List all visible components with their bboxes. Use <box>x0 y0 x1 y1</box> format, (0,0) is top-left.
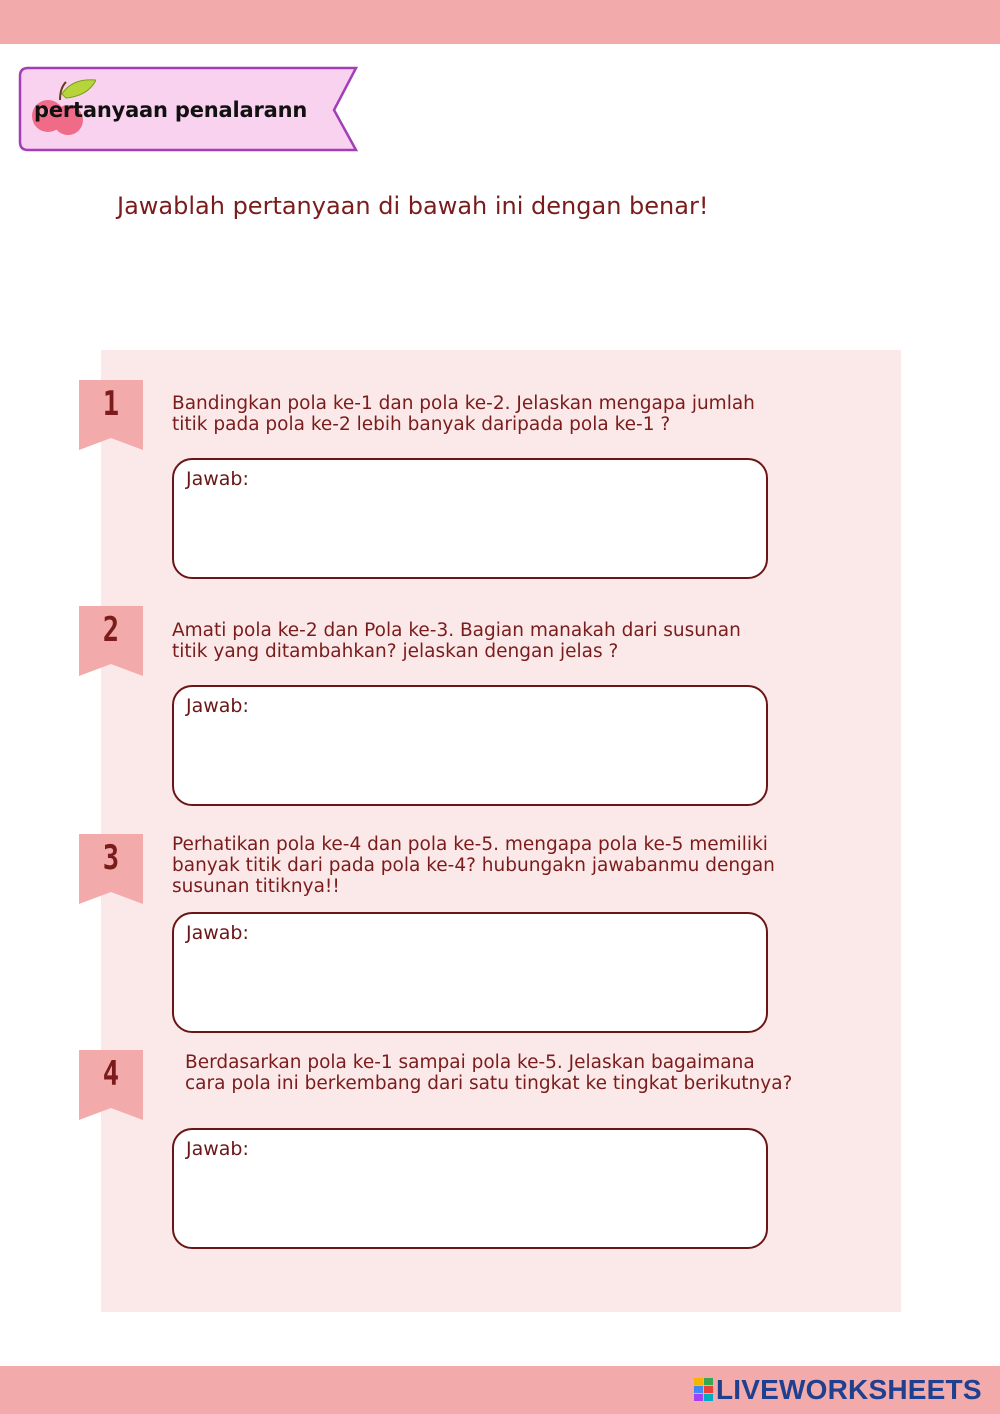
question-number-flag <box>79 606 143 676</box>
answer-input[interactable] <box>186 948 754 1021</box>
answer-box[interactable] <box>172 912 768 1033</box>
answer-box[interactable] <box>172 458 768 579</box>
answer-input[interactable] <box>186 1164 754 1237</box>
answer-input[interactable] <box>186 494 754 567</box>
answer-input[interactable] <box>186 721 754 794</box>
question-text: Berdasarkan pola ke-1 sampai pola ke-5. Jelaskan bagaimana cara pola ini berkembang dari satu tingkat ke tingkat berikutnya? <box>185 1052 793 1094</box>
brand-name: LIVEWORKSHEETS <box>716 1374 982 1405</box>
answer-label: Jawab: <box>186 1138 249 1160</box>
question-number: 2 <box>102 610 120 650</box>
question-number-flag <box>79 834 143 904</box>
question-number: 3 <box>102 838 120 878</box>
page-title: pertanyaan penalarann <box>34 98 308 122</box>
question-text: Perhatikan pola ke-4 dan pola ke-5. mengapa pola ke-5 memiliki banyak titik dari pada pola ke-4? hubungakn jawabanmu dengan susunan titiknya!! <box>172 834 775 897</box>
answer-label: Jawab: <box>186 468 249 490</box>
answer-box[interactable] <box>172 1128 768 1249</box>
liveworksheets-logo-icon <box>694 1378 716 1402</box>
top-bar <box>0 0 1000 44</box>
question-number: 4 <box>102 1054 120 1094</box>
question-number-flag <box>79 380 143 450</box>
instruction-text: Jawablah pertanyaan di bawah ini dengan benar! <box>117 192 709 220</box>
question-number-flag <box>79 1050 143 1120</box>
question-number: 1 <box>102 384 120 424</box>
answer-label: Jawab: <box>186 695 249 717</box>
question-text: Bandingkan pola ke-1 dan pola ke-2. Jelaskan mengapa jumlah titik pada pola ke-2 lebih banyak daripada pola ke-1 ? <box>172 393 755 435</box>
answer-label: Jawab: <box>186 922 249 944</box>
question-text: Amati pola ke-2 dan Pola ke-3. Bagian manakah dari susunan titik yang ditambahkan? jelaskan dengan jelas ? <box>172 620 741 662</box>
answer-box[interactable] <box>172 685 768 806</box>
